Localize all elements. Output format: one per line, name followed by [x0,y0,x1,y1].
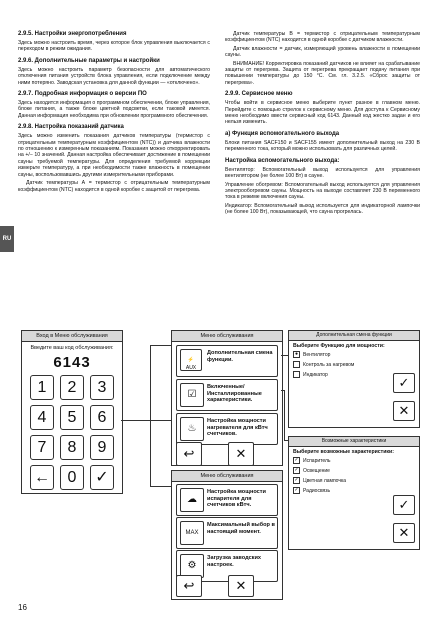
connector-line [284,390,285,440]
confirm-button[interactable]: ✓ [393,373,415,393]
connector-line [121,420,171,421]
connector-line [150,486,171,487]
section-title: 2.9.7. Подробная информация о версии ПО [18,91,147,98]
menu-item-label: Загрузка заводских настроек. [207,555,262,568]
paragraph: Здесь можно изменить показания датчиков температуры (термистор с отрицательным температурным коэффициентом (NTC)) и датчика влажности по отношению к измеренным показаниям. Показания можно откорректировать на +/− 10 значений. Данная настройка обеспечивает достижение в помещении сауны требуемой температуры. Для определения требуемой коррекции измерьте температуру, а при необходимости также влажность в помещении сауны, воспользовавшись другими измерительными приборами. [18,133,210,178]
left-column [18,31,210,195]
close-button[interactable]: ✕ [228,442,254,466]
checkbox-icon: ✓ [294,476,299,483]
menu-item-label: Настройка мощности испарителя для счетчиков кВтч. [207,489,266,509]
service-menu-panel-2 [171,470,283,600]
section-title: Настройка вспомогательного выхода: [225,157,340,164]
section-title: 2.9.8. Настройка показаний датчика [18,124,124,131]
menu-item-aux[interactable] [176,345,278,377]
aux-function-panel [288,330,420,428]
panel-header: Возможные характеристики [289,437,419,447]
paragraph: Здесь находится информация о программном обеспечении, блоке управления, блоке питания, а также блоке цветной подсветки, если таковой имеется. Данная информация необходима при обновлении программного обеспечения. [18,100,210,119]
paragraph: Блоки питания SACF150 и SACF155 имеют дополнительный выход на 230 В переменного тока, который можно использовать для различных целей. [225,139,420,153]
paragraph: Вентилятор: Вспомогательный выход используется для управления вентилятором (не более 100 Вт) в сауне. [225,166,420,180]
heater-icon: ♨ [180,417,204,441]
steamer-icon: ☁ [180,488,204,512]
panel-header: Меню обслуживания [172,331,282,342]
option-indicator[interactable]: Индикатор [293,371,415,379]
section-title: 2.9.9. Сервисное меню [225,91,293,98]
option-lighting[interactable]: ✓ Освещение [294,467,330,474]
key-2[interactable]: 2 [60,375,84,400]
keypad [22,375,122,490]
paragraph: Чтобы войти в сервисное меню выберите пункт разное в главном меню. Перейдите с помощью стрелок к сервисному меню. Для доступа к Сервисному меню необходимо ввести сервисный код 6143. Данный код жестко задан и его нельзя изменить. [225,100,420,126]
connector-line [284,440,288,441]
service-menu-panel-1 [171,330,283,466]
back-button[interactable]: ↩ [176,575,202,597]
key-6[interactable]: 6 [90,405,114,430]
key-0[interactable]: 0 [60,465,84,490]
menu-item-steamer-power[interactable] [176,484,278,516]
panel-title: Выберите Функцию для мощности: [293,343,385,349]
menu-item-label: Дополнительная смена функции. [207,350,273,363]
key-3[interactable]: 3 [90,375,114,400]
section-title: 2.9.5. Настройки энергопотребления [18,31,127,37]
code-prompt: Введите ваш код обслуживания: [30,345,114,351]
paragraph: Здесь можно настроить параметр безопасности для автоматического отключения питания устройств блока управления, если подключение между ними потеряно. Заводская установка для данной функции — «отключено». [18,66,210,86]
key-4[interactable]: 4 [30,405,54,430]
checklist-icon: ☑ [180,383,204,407]
menu-item-label: Включенные/ Инсталлированные характеристики. [207,384,262,404]
section-title: 2.9.6. Дополнительные параметры и настройки [18,57,160,64]
option-radio[interactable]: ✓ Радиосвязь [294,486,331,494]
panel-header: Вход в Меню обслуживания [22,331,122,342]
connector-line [150,345,151,420]
service-code-panel [21,330,123,494]
menu-item-label: Максимальный выбор в настоящий момент. [207,522,275,535]
paragraph: Индикатор: Вспомогательный выход используется для индикаторной лампочки (не более 100 Вт), показывающей, что сауна прогрелась. [225,202,420,216]
option-steamer[interactable]: ✓ Испаритель [294,457,331,465]
checkbox-icon: ✓ [294,457,299,464]
option-fan[interactable]: ● Вентилятор [294,351,331,359]
connector-line [150,420,151,486]
panel-header: Меню обслуживания [172,471,282,482]
key-8[interactable]: 8 [60,435,84,460]
paragraph: Здесь можно настроить время, через которое блок управления выключается с переходом в режим ожидания. [18,40,210,53]
panel-header: Дополнительная смена функции [289,331,419,341]
menu-item-features[interactable] [176,379,278,411]
menu-item-label: Настройка мощности нагревателя для кВтч счетчиков. [207,418,268,438]
key-9[interactable]: 9 [90,435,114,460]
confirm-button[interactable]: ✓ [393,495,415,515]
radio-icon [293,361,300,368]
paragraph: Датчик влажности = датчик, измеряющий уровень влажности в помещении сауны. [225,45,420,59]
close-button[interactable]: ✕ [228,575,254,597]
code-display: 6143 [53,353,91,371]
connector-line [150,345,171,346]
paragraph: Датчик температуры А = термистор с отрицательным температурным коэффициентом (NTC) находится в одной коробке с защитой от перегрева. [18,180,210,193]
back-button[interactable]: ↩ [176,442,202,466]
close-button[interactable]: ✕ [393,523,415,543]
features-panel [288,436,420,550]
factory-icon: ⚙ [180,554,204,578]
checkbox-icon: ✓ [294,486,299,493]
option-color-lamp[interactable]: ✓ Цветная лампочка [294,476,347,484]
language-tab: RU [0,226,14,252]
aux-icon: ⚡ AUX [180,349,202,371]
backspace-key[interactable]: ← [30,465,54,490]
menu-item-max-selection[interactable] [176,517,278,549]
radio-icon: ● [294,351,299,358]
section-title: а) Функция вспомогательного выхода [225,130,340,137]
radio-icon [293,371,300,378]
page-number: 16 [18,603,27,612]
panel-title: Выберите возможные характеристики: [293,449,394,455]
paragraph: Датчик температуры В = термистор с отрицательным температурным коэффициентом (NTC) находится в одной коробке с датчиком влажности. [225,31,420,44]
paragraph: Управление обогревом: Вспомогательный выход используется для управления электрообогревом сауны. Мощность на выходе составляет 230 В переменного тока в режиме включения сауны. [225,181,420,201]
checkbox-icon: ✓ [294,467,299,474]
warning-paragraph: ВНИМАНИЕ! Корректировка показаний датчиков не влияет на срабатывание защиты от перегрева. Защита от перегрева прекращает подачу питания при повышении температуры до 150 °C. См. гл. 3.2.5. «Сброс защиты от перегрева». [225,60,420,86]
key-5[interactable]: 5 [60,405,84,430]
close-button[interactable]: ✕ [393,401,415,421]
connector-line [281,355,288,356]
option-heat-control[interactable]: Контроль за нагревом [293,361,415,369]
menu-item-heater-power[interactable] [176,413,278,445]
right-column [225,31,420,218]
key-7[interactable]: 7 [30,435,54,460]
confirm-key[interactable]: ✓ [90,465,114,490]
max-icon: MAX [180,521,204,545]
key-1[interactable]: 1 [30,375,54,400]
